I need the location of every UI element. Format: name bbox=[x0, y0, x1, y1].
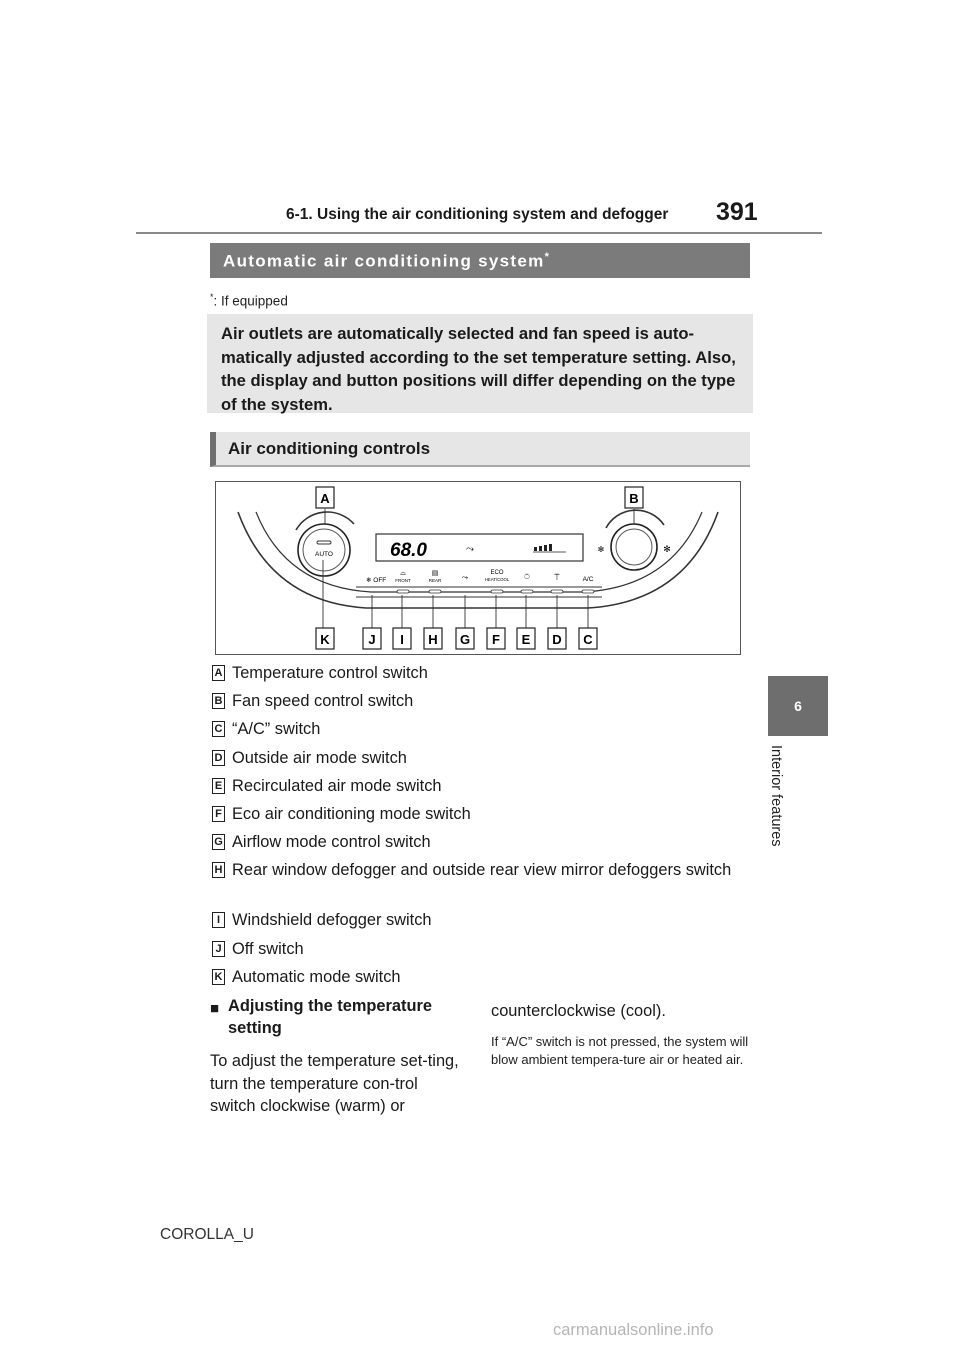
adjusting-body: To adjust the temperature set-ting, turn the temperature con-trol switch clockwise (warm) or bbox=[210, 1052, 459, 1115]
footer-model: COROLLA_U bbox=[160, 1226, 254, 1243]
svg-text:E: E bbox=[521, 632, 531, 647]
fan-high-icon: ✻ bbox=[663, 544, 671, 554]
section-heading: Air conditioning controls bbox=[210, 432, 750, 467]
chapter-label-text: Interior features bbox=[768, 745, 784, 847]
airflow-display-icon: ⤳ bbox=[466, 544, 474, 555]
outside-air-icon: ⍡ bbox=[554, 572, 560, 582]
adjusting-heading-text: Adjusting the temperature setting bbox=[228, 997, 432, 1037]
rear-defog-icon: ▤ bbox=[431, 570, 439, 577]
fan-low-icon: ✻ bbox=[597, 545, 605, 554]
rear-label: REAR bbox=[428, 578, 442, 583]
legend-text: Automatic mode switch bbox=[232, 967, 401, 986]
callout-j bbox=[363, 628, 381, 649]
legend-text: Windshield defogger switch bbox=[232, 911, 432, 930]
legend-key: F bbox=[212, 806, 225, 822]
legend-text: Fan speed control switch bbox=[232, 692, 414, 711]
legend-key: B bbox=[212, 693, 225, 709]
auto-label: AUTO bbox=[315, 551, 333, 558]
legend-text: Recirculated air mode switch bbox=[232, 776, 442, 795]
legend-text: Eco air conditioning mode switch bbox=[232, 804, 471, 823]
legend-text: Airflow mode control switch bbox=[232, 833, 431, 852]
svg-text:I: I bbox=[400, 632, 404, 647]
svg-text:C: C bbox=[583, 632, 593, 647]
watermark: carmanualsonline.info bbox=[553, 1321, 714, 1339]
adjusting-note: If “A/C” switch is not pressed, the system will blow ambient tempera-ture air or heated air. bbox=[491, 1034, 749, 1067]
svg-text:D: D bbox=[552, 632, 562, 647]
svg-text:B: B bbox=[629, 491, 639, 506]
legend-item bbox=[212, 688, 752, 716]
svg-text:K: K bbox=[320, 632, 330, 647]
legend-text: Temperature control switch bbox=[232, 664, 428, 682]
chapter-label bbox=[766, 745, 788, 870]
legend-item bbox=[212, 936, 752, 964]
front-label: FRONT bbox=[395, 578, 411, 583]
legend-item bbox=[212, 829, 752, 857]
title-asterisk: * bbox=[544, 251, 549, 263]
legend-item bbox=[212, 857, 752, 907]
callout-c bbox=[579, 628, 597, 649]
legend-item bbox=[212, 964, 752, 992]
eco-label: ECO bbox=[490, 570, 504, 576]
legend-text: Off switch bbox=[232, 939, 304, 958]
callout-g bbox=[456, 628, 474, 649]
svg-text:G: G bbox=[459, 632, 471, 647]
temperature-knob bbox=[298, 524, 350, 576]
control-panel-diagram bbox=[215, 481, 741, 655]
legend-text: Rear window defogger and outside rear view mirror defoggers switch bbox=[232, 861, 732, 880]
legend-item bbox=[212, 660, 752, 688]
front-defog-icon: ⌓ bbox=[400, 570, 406, 577]
callout-d bbox=[548, 628, 566, 649]
legend-text: Outside air mode switch bbox=[232, 748, 407, 767]
legend-key: J bbox=[212, 941, 225, 957]
legend-key: E bbox=[212, 778, 225, 794]
callout-f bbox=[487, 628, 505, 649]
legend-key: C bbox=[212, 721, 225, 737]
page-title-text: Automatic air conditioning system bbox=[223, 251, 545, 271]
callout-a bbox=[316, 487, 334, 508]
square-bullet-icon: ■ bbox=[210, 1000, 220, 1017]
footnote-text: : If equipped bbox=[213, 293, 288, 309]
display-temperature: 68.0 bbox=[390, 540, 427, 561]
callout-h bbox=[424, 628, 442, 649]
footnote bbox=[210, 292, 288, 309]
callout-e bbox=[517, 628, 535, 649]
svg-text:H: H bbox=[428, 632, 438, 647]
legend-list bbox=[212, 660, 752, 992]
svg-text:J: J bbox=[368, 632, 376, 647]
svg-text:A: A bbox=[320, 491, 330, 506]
legend-key: D bbox=[212, 750, 225, 766]
legend-item bbox=[212, 745, 752, 773]
adjusting-continuation: counterclockwise (cool). bbox=[491, 1002, 666, 1020]
page-title bbox=[210, 243, 750, 278]
off-label: ❄ OFF bbox=[366, 577, 387, 584]
legend-key: K bbox=[212, 969, 225, 985]
callout-b bbox=[625, 487, 643, 508]
airflow-mode-icon: ⤳ bbox=[461, 573, 469, 582]
legend-text: “A/C” switch bbox=[232, 720, 321, 739]
page-number: 391 bbox=[716, 198, 758, 226]
legend-key: A bbox=[212, 665, 225, 681]
adjusting-heading bbox=[210, 995, 460, 1039]
adjusting-continued bbox=[491, 1000, 753, 1069]
intro-box: Air outlets are automatically selected and fan speed is auto-matically adjusted according to the set temperature setting. Also, the display and button positions will differ depending on the type of the system. bbox=[207, 314, 753, 413]
legend-item bbox=[212, 716, 752, 744]
section-header: 6-1. Using the air conditioning system and defogger bbox=[286, 206, 669, 223]
legend-item bbox=[212, 773, 752, 801]
legend-key: I bbox=[212, 912, 225, 928]
fan-speed-knob bbox=[611, 524, 657, 570]
heat-cool-label: HEAT/COOL bbox=[484, 577, 510, 582]
adjusting-section bbox=[210, 995, 460, 1118]
footnote-mark: * bbox=[210, 292, 214, 302]
header-rule bbox=[136, 232, 822, 234]
callout-leaders bbox=[323, 509, 634, 628]
callout-i bbox=[393, 628, 411, 649]
svg-text:F: F bbox=[492, 632, 500, 647]
legend-item bbox=[212, 801, 752, 829]
ac-label: A/C bbox=[582, 576, 594, 583]
legend-key: G bbox=[212, 834, 225, 850]
legend-key: H bbox=[212, 862, 225, 878]
legend-item bbox=[212, 907, 752, 935]
callout-k bbox=[316, 628, 334, 649]
control-panel-illustration bbox=[216, 482, 740, 654]
recirculate-icon: ⍥ bbox=[524, 572, 530, 582]
auto-button-indicator bbox=[317, 541, 331, 544]
chapter-tab: 6 bbox=[768, 676, 828, 736]
